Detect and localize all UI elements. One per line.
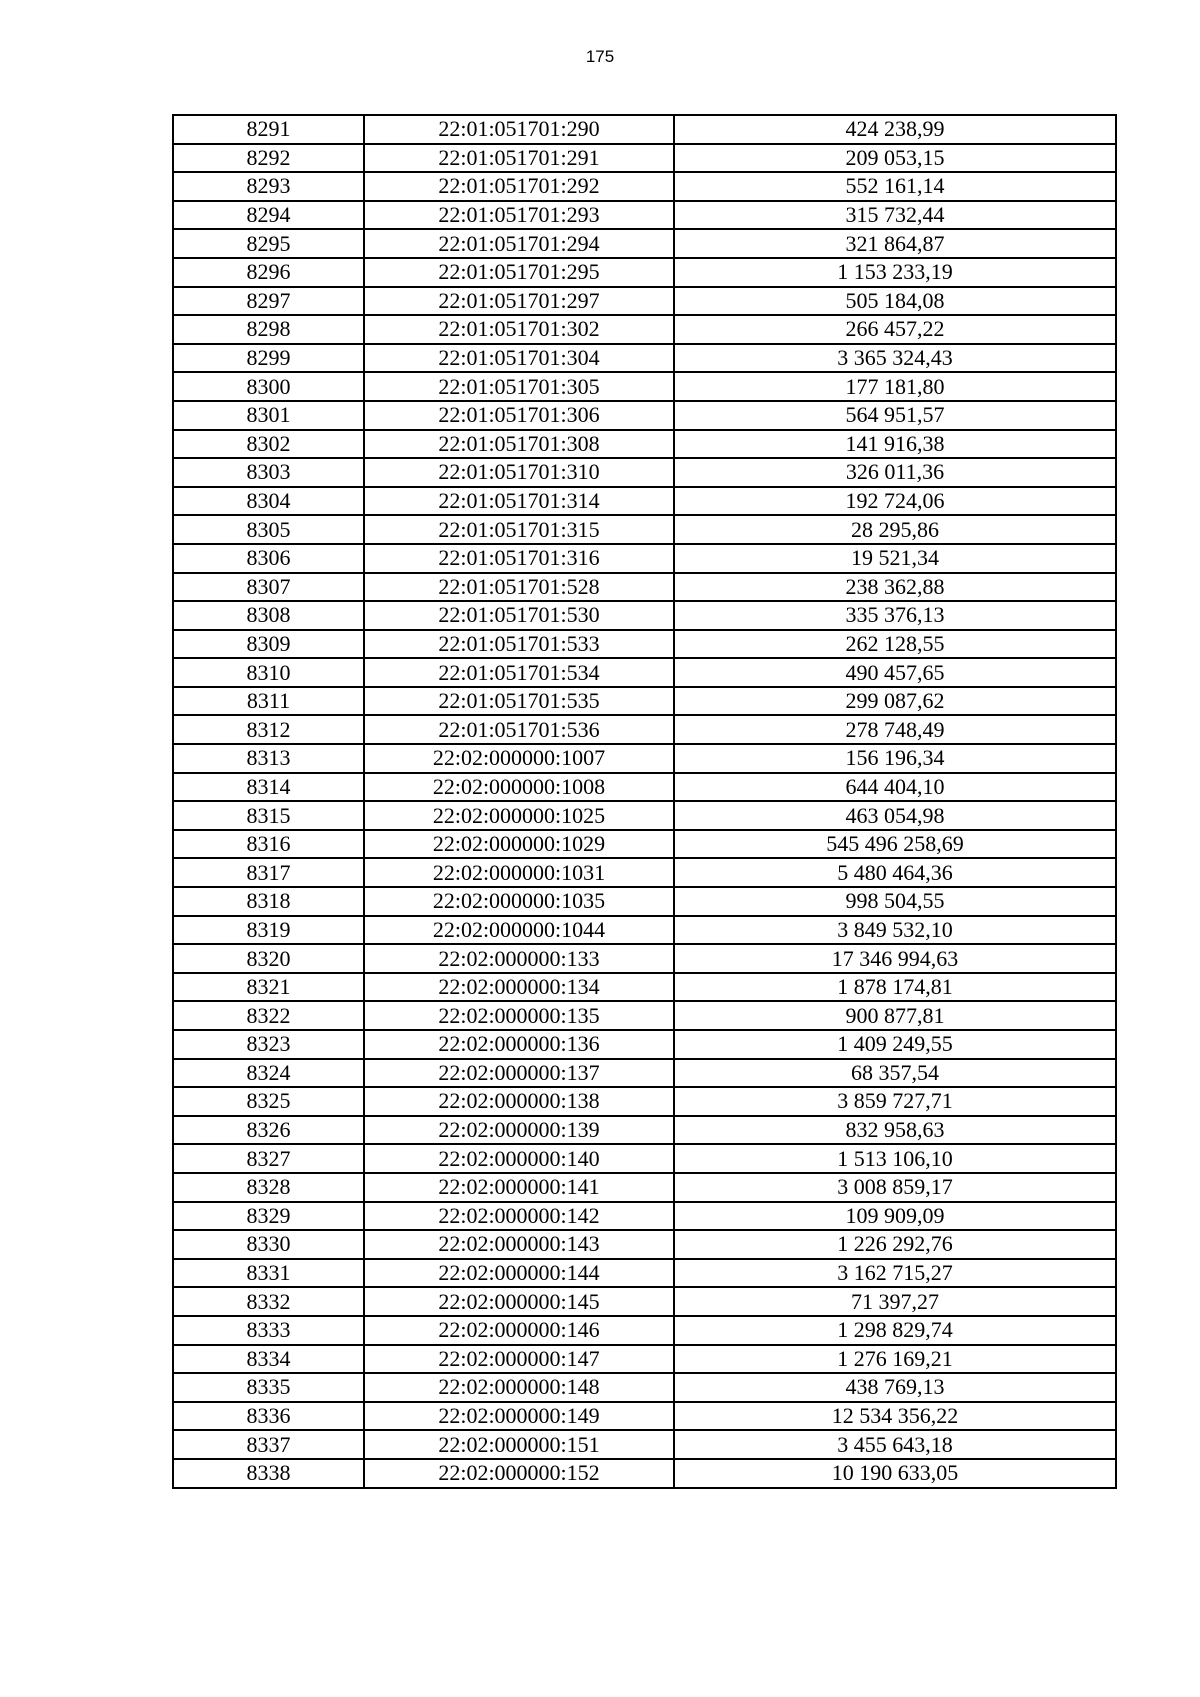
table-row xyxy=(173,1144,1116,1173)
row-number-cell: 8330 xyxy=(173,1230,364,1259)
cadastral-number-cell: 22:01:051701:530 xyxy=(364,601,674,630)
row-number-cell: 8307 xyxy=(173,573,364,602)
cadastral-number-cell: 22:02:000000:144 xyxy=(364,1259,674,1288)
value-cell: 1 153 233,19 xyxy=(674,258,1116,287)
table-row xyxy=(173,744,1116,773)
cadastral-number-cell: 22:02:000000:1008 xyxy=(364,773,674,802)
row-number-cell: 8318 xyxy=(173,887,364,916)
row-number-cell: 8332 xyxy=(173,1287,364,1316)
cadastral-number-cell: 22:02:000000:138 xyxy=(364,1087,674,1116)
cadastral-number-cell: 22:01:051701:297 xyxy=(364,287,674,316)
cadastral-number-cell: 22:02:000000:136 xyxy=(364,1030,674,1059)
row-number-cell: 8309 xyxy=(173,630,364,659)
cadastral-number-cell: 22:02:000000:149 xyxy=(364,1402,674,1431)
row-number-cell: 8331 xyxy=(173,1259,364,1288)
table-row xyxy=(173,1202,1116,1231)
value-cell: 438 769,13 xyxy=(674,1373,1116,1402)
table-row xyxy=(173,887,1116,916)
value-cell: 315 732,44 xyxy=(674,201,1116,230)
table-row xyxy=(173,1459,1116,1488)
value-cell: 335 376,13 xyxy=(674,601,1116,630)
row-number-cell: 8317 xyxy=(173,858,364,887)
value-cell: 321 864,87 xyxy=(674,229,1116,258)
table-row xyxy=(173,601,1116,630)
value-cell: 1 878 174,81 xyxy=(674,973,1116,1002)
table-row xyxy=(173,1230,1116,1259)
table-row xyxy=(173,773,1116,802)
row-number-cell: 8313 xyxy=(173,744,364,773)
value-cell: 564 951,57 xyxy=(674,401,1116,430)
row-number-cell: 8299 xyxy=(173,344,364,373)
table-row xyxy=(173,573,1116,602)
table-row xyxy=(173,1287,1116,1316)
table-row xyxy=(173,172,1116,201)
cadastral-number-cell: 22:01:051701:528 xyxy=(364,573,674,602)
value-cell: 238 362,88 xyxy=(674,573,1116,602)
row-number-cell: 8298 xyxy=(173,315,364,344)
cadastral-number-cell: 22:02:000000:152 xyxy=(364,1459,674,1488)
row-number-cell: 8306 xyxy=(173,544,364,573)
value-cell: 3 849 532,10 xyxy=(674,916,1116,945)
cadastral-number-cell: 22:02:000000:142 xyxy=(364,1202,674,1231)
table-row xyxy=(173,487,1116,516)
cadastral-number-cell: 22:02:000000:1025 xyxy=(364,801,674,830)
cadastral-number-cell: 22:01:051701:310 xyxy=(364,458,674,487)
row-number-cell: 8316 xyxy=(173,830,364,859)
table-row xyxy=(173,1173,1116,1202)
value-cell: 505 184,08 xyxy=(674,287,1116,316)
value-cell: 68 357,54 xyxy=(674,1059,1116,1088)
cadastral-number-cell: 22:02:000000:1029 xyxy=(364,830,674,859)
row-number-cell: 8308 xyxy=(173,601,364,630)
row-number-cell: 8294 xyxy=(173,201,364,230)
row-number-cell: 8310 xyxy=(173,658,364,687)
cadastral-number-cell: 22:01:051701:535 xyxy=(364,687,674,716)
row-number-cell: 8326 xyxy=(173,1116,364,1145)
value-cell: 644 404,10 xyxy=(674,773,1116,802)
cadastral-number-cell: 22:02:000000:134 xyxy=(364,973,674,1002)
value-cell: 278 748,49 xyxy=(674,715,1116,744)
table-row xyxy=(173,1373,1116,1402)
value-cell: 900 877,81 xyxy=(674,1001,1116,1030)
row-number-cell: 8304 xyxy=(173,487,364,516)
value-cell: 71 397,27 xyxy=(674,1287,1116,1316)
row-number-cell: 8302 xyxy=(173,430,364,459)
cadastral-number-cell: 22:01:051701:291 xyxy=(364,144,674,173)
cadastral-number-cell: 22:01:051701:290 xyxy=(364,115,674,144)
row-number-cell: 8315 xyxy=(173,801,364,830)
row-number-cell: 8300 xyxy=(173,372,364,401)
table-row xyxy=(173,201,1116,230)
row-number-cell: 8333 xyxy=(173,1316,364,1345)
table-row xyxy=(173,1430,1116,1459)
table-row xyxy=(173,115,1116,144)
value-cell: 109 909,09 xyxy=(674,1202,1116,1231)
cadastral-number-cell: 22:01:051701:308 xyxy=(364,430,674,459)
cadastral-number-cell: 22:01:051701:314 xyxy=(364,487,674,516)
cadastral-number-cell: 22:02:000000:151 xyxy=(364,1430,674,1459)
table-row xyxy=(173,1259,1116,1288)
cadastral-number-cell: 22:01:051701:293 xyxy=(364,201,674,230)
cadastral-number-cell: 22:02:000000:1007 xyxy=(364,744,674,773)
row-number-cell: 8327 xyxy=(173,1144,364,1173)
value-cell: 545 496 258,69 xyxy=(674,830,1116,859)
table-row xyxy=(173,830,1116,859)
table-row xyxy=(173,1402,1116,1431)
table-row xyxy=(173,287,1116,316)
table-row xyxy=(173,687,1116,716)
value-cell: 3 859 727,71 xyxy=(674,1087,1116,1116)
row-number-cell: 8303 xyxy=(173,458,364,487)
value-cell: 1 513 106,10 xyxy=(674,1144,1116,1173)
value-cell: 5 480 464,36 xyxy=(674,858,1116,887)
row-number-cell: 8335 xyxy=(173,1373,364,1402)
table-row xyxy=(173,515,1116,544)
table-row xyxy=(173,1345,1116,1374)
row-number-cell: 8325 xyxy=(173,1087,364,1116)
value-cell: 3 008 859,17 xyxy=(674,1173,1116,1202)
value-cell: 10 190 633,05 xyxy=(674,1459,1116,1488)
table-row xyxy=(173,715,1116,744)
cadastral-number-cell: 22:02:000000:145 xyxy=(364,1287,674,1316)
cadastral-number-cell: 22:02:000000:1031 xyxy=(364,858,674,887)
table-row xyxy=(173,372,1116,401)
value-cell: 424 238,99 xyxy=(674,115,1116,144)
cadastral-number-cell: 22:01:051701:294 xyxy=(364,229,674,258)
row-number-cell: 8296 xyxy=(173,258,364,287)
cadastral-number-cell: 22:02:000000:141 xyxy=(364,1173,674,1202)
row-number-cell: 8292 xyxy=(173,144,364,173)
value-cell: 209 053,15 xyxy=(674,144,1116,173)
row-number-cell: 8329 xyxy=(173,1202,364,1231)
table-row xyxy=(173,1001,1116,1030)
cadastral-number-cell: 22:01:051701:302 xyxy=(364,315,674,344)
cadastral-number-cell: 22:01:051701:292 xyxy=(364,172,674,201)
value-cell: 998 504,55 xyxy=(674,887,1116,916)
row-number-cell: 8297 xyxy=(173,287,364,316)
page-number: 175 xyxy=(585,47,615,66)
row-number-cell: 8311 xyxy=(173,687,364,716)
cadastral-number-cell: 22:01:051701:534 xyxy=(364,658,674,687)
row-number-cell: 8291 xyxy=(173,115,364,144)
table-row xyxy=(173,544,1116,573)
row-number-cell: 8323 xyxy=(173,1030,364,1059)
value-cell: 1 276 169,21 xyxy=(674,1345,1116,1374)
row-number-cell: 8322 xyxy=(173,1001,364,1030)
cadastral-number-cell: 22:02:000000:143 xyxy=(364,1230,674,1259)
table-row xyxy=(173,401,1116,430)
row-number-cell: 8312 xyxy=(173,715,364,744)
table-row xyxy=(173,973,1116,1002)
cadastral-number-cell: 22:01:051701:533 xyxy=(364,630,674,659)
cadastral-number-cell: 22:02:000000:1035 xyxy=(364,887,674,916)
table-row xyxy=(173,858,1116,887)
value-cell: 299 087,62 xyxy=(674,687,1116,716)
row-number-cell: 8305 xyxy=(173,515,364,544)
row-number-cell: 8295 xyxy=(173,229,364,258)
row-number-cell: 8314 xyxy=(173,773,364,802)
table-row xyxy=(173,916,1116,945)
cadastral-number-cell: 22:01:051701:305 xyxy=(364,372,674,401)
cadastral-number-cell: 22:02:000000:140 xyxy=(364,1144,674,1173)
value-cell: 463 054,98 xyxy=(674,801,1116,830)
value-cell: 192 724,06 xyxy=(674,487,1116,516)
value-cell: 262 128,55 xyxy=(674,630,1116,659)
cadastral-number-cell: 22:02:000000:1044 xyxy=(364,916,674,945)
cadastral-number-cell: 22:01:051701:536 xyxy=(364,715,674,744)
table-row xyxy=(173,458,1116,487)
table-row xyxy=(173,1087,1116,1116)
table-row xyxy=(173,258,1116,287)
value-cell: 12 534 356,22 xyxy=(674,1402,1116,1431)
row-number-cell: 8301 xyxy=(173,401,364,430)
table-row xyxy=(173,801,1116,830)
value-cell: 3 365 324,43 xyxy=(674,344,1116,373)
table-row xyxy=(173,658,1116,687)
cadastral-number-cell: 22:02:000000:133 xyxy=(364,944,674,973)
value-cell: 3 162 715,27 xyxy=(674,1259,1116,1288)
value-cell: 17 346 994,63 xyxy=(674,944,1116,973)
value-cell: 1 298 829,74 xyxy=(674,1316,1116,1345)
cadastral-number-cell: 22:01:051701:316 xyxy=(364,544,674,573)
row-number-cell: 8328 xyxy=(173,1173,364,1202)
table-row xyxy=(173,229,1116,258)
cadastral-number-cell: 22:02:000000:146 xyxy=(364,1316,674,1345)
table-row xyxy=(173,1059,1116,1088)
row-number-cell: 8324 xyxy=(173,1059,364,1088)
row-number-cell: 8337 xyxy=(173,1430,364,1459)
cadastral-number-cell: 22:02:000000:137 xyxy=(364,1059,674,1088)
table-row xyxy=(173,430,1116,459)
row-number-cell: 8321 xyxy=(173,973,364,1002)
row-number-cell: 8293 xyxy=(173,172,364,201)
value-cell: 28 295,86 xyxy=(674,515,1116,544)
value-cell: 1 409 249,55 xyxy=(674,1030,1116,1059)
table-row xyxy=(173,344,1116,373)
cadastral-table xyxy=(172,114,1117,1489)
cadastral-number-cell: 22:02:000000:135 xyxy=(364,1001,674,1030)
cadastral-number-cell: 22:01:051701:304 xyxy=(364,344,674,373)
table-row xyxy=(173,1116,1116,1145)
value-cell: 552 161,14 xyxy=(674,172,1116,201)
cadastral-number-cell: 22:01:051701:295 xyxy=(364,258,674,287)
value-cell: 156 196,34 xyxy=(674,744,1116,773)
row-number-cell: 8320 xyxy=(173,944,364,973)
value-cell: 3 455 643,18 xyxy=(674,1430,1116,1459)
table-row xyxy=(173,1030,1116,1059)
table-row xyxy=(173,144,1116,173)
value-cell: 326 011,36 xyxy=(674,458,1116,487)
cadastral-number-cell: 22:01:051701:315 xyxy=(364,515,674,544)
cadastral-number-cell: 22:02:000000:147 xyxy=(364,1345,674,1374)
value-cell: 832 958,63 xyxy=(674,1116,1116,1145)
value-cell: 177 181,80 xyxy=(674,372,1116,401)
cadastral-number-cell: 22:02:000000:148 xyxy=(364,1373,674,1402)
table-row xyxy=(173,1316,1116,1345)
cadastral-number-cell: 22:02:000000:139 xyxy=(364,1116,674,1145)
value-cell: 490 457,65 xyxy=(674,658,1116,687)
value-cell: 141 916,38 xyxy=(674,430,1116,459)
row-number-cell: 8338 xyxy=(173,1459,364,1488)
table-row xyxy=(173,630,1116,659)
value-cell: 19 521,34 xyxy=(674,544,1116,573)
value-cell: 1 226 292,76 xyxy=(674,1230,1116,1259)
table-row xyxy=(173,944,1116,973)
row-number-cell: 8336 xyxy=(173,1402,364,1431)
cadastral-number-cell: 22:01:051701:306 xyxy=(364,401,674,430)
row-number-cell: 8334 xyxy=(173,1345,364,1374)
table-body xyxy=(173,115,1116,1488)
value-cell: 266 457,22 xyxy=(674,315,1116,344)
row-number-cell: 8319 xyxy=(173,916,364,945)
table-row xyxy=(173,315,1116,344)
